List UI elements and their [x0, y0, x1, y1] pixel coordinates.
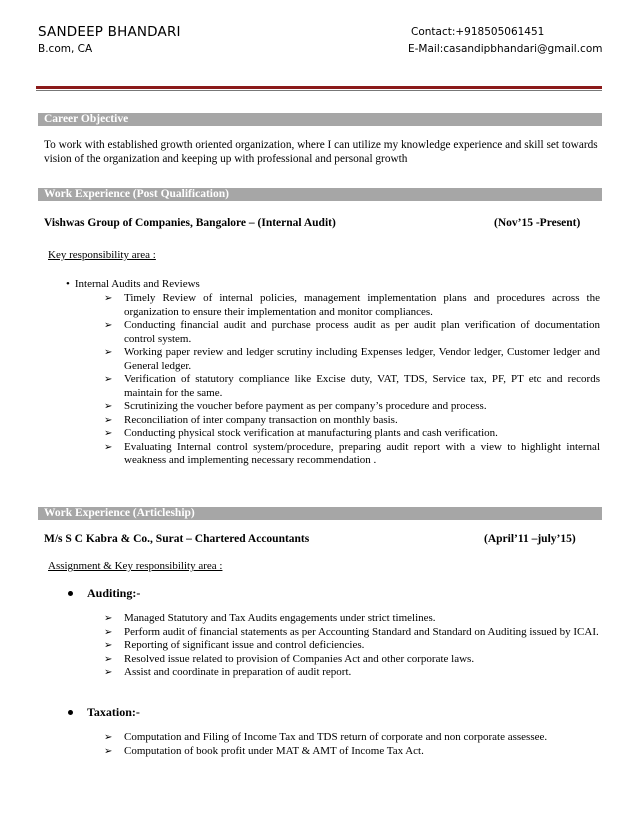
arrow-bullet-icon: ➢ — [104, 732, 113, 743]
list-item: ➢ Timely Review of internal policies, management implementation plans and procedures across the organization to ensure their implementation and monitor compliances. — [104, 292, 600, 318]
section-heading-work-articleship: Work Experience (Articleship) — [38, 507, 602, 520]
arrow-bullet-icon: ➢ — [104, 401, 113, 412]
section-heading-career-objective: Career Objective — [38, 113, 602, 126]
career-objective-text: To work with established growth oriented organization, where I can utilize my knowledge experience and skill set towards vision of the organization and keeping up with professional and personal growth — [44, 139, 598, 165]
candidate-qualification: B.com, CA — [38, 43, 93, 55]
arrow-bullet-icon: ➢ — [104, 613, 113, 624]
internal-audit-list — [104, 292, 600, 468]
arrow-bullet-icon: ➢ — [104, 745, 113, 757]
arrow-bullet-icon: ➢ — [104, 626, 113, 638]
arrow-bullet-icon: ➢ — [104, 441, 113, 453]
arrow-bullet-icon: ➢ — [104, 320, 113, 331]
arrow-bullet-icon: ➢ — [104, 414, 113, 426]
header-divider-gray — [36, 90, 602, 91]
kra-label-post: Key responsibility area : — [48, 249, 156, 261]
list-item: ➢ Computation of book profit under MAT & AMT of Income Tax Act. — [104, 744, 424, 757]
list-item: ➢ Managed Statutory and Tax Audits engagements under strict timelines. — [104, 612, 436, 624]
arrow-bullet-icon: ➢ — [104, 347, 113, 358]
arrow-bullet-icon: ➢ — [104, 667, 113, 678]
arrow-bullet-icon: ➢ — [104, 293, 113, 304]
list-item: ➢ Evaluating Internal control system/procedure, preparing audit report with a view to highlight internal weakness and implementing necessary recommendation . — [104, 440, 600, 466]
list-item: ➢ Conducting financial audit and purchase process audit as per audit plan verification of documentation control system. — [104, 319, 600, 345]
list-item: ➢ Verification of statutory compliance like Excise duty, VAT, TDS, Service tax, PF, PT etc and records maintain for the same. — [104, 373, 600, 399]
list-item: ➢ Conducting physical stock verification at manufacturing plants and cash verification. — [104, 427, 498, 439]
group-internal-audits — [66, 278, 200, 290]
bullet-dot-icon — [68, 710, 73, 715]
list-item: ➢ Reporting of significant issue and control deficiencies. — [104, 639, 365, 651]
auditing-list — [104, 612, 600, 680]
job-period-vishwas: (Nov’15 -Present) — [494, 217, 581, 229]
taxation-list — [104, 731, 600, 758]
arrow-bullet-icon: ➢ — [104, 428, 113, 439]
contact-phone: Contact:+918505061451 — [411, 26, 545, 38]
bullet-dot-icon: • — [66, 278, 70, 290]
list-item: ➢ Reconciliation of inter company transaction on monthly basis. — [104, 413, 398, 426]
list-item: ➢ Perform audit of financial statements as per Accounting Standard and Standard on Auditing issued by ICAI. — [104, 625, 599, 638]
group-auditing — [68, 586, 140, 601]
list-item: ➢ Working paper review and ledger scrutiny including Expenses ledger, Vendor ledger, Customer ledger and General ledger. — [104, 346, 600, 372]
arrow-bullet-icon: ➢ — [104, 374, 113, 385]
list-item: ➢ Scrutinizing the voucher before payment as per company’s procedure and process. — [104, 400, 487, 412]
group-title: Taxation:- — [87, 705, 140, 719]
bullet-dot-icon — [68, 591, 73, 596]
kra-label-articleship: Assignment & Key responsibility area : — [48, 560, 223, 572]
section-heading-work-post: Work Experience (Post Qualification) — [38, 188, 602, 201]
header-divider-red — [36, 86, 602, 89]
job-company-vishwas: Vishwas Group of Companies, Bangalore – (Internal Audit) — [44, 217, 336, 229]
list-item: ➢ Computation and Filing of Income Tax and TDS return of corporate and non corporate assessee. — [104, 731, 548, 743]
list-item: ➢ Assist and coordinate in preparation of audit report. — [104, 666, 352, 678]
group-title: Internal Audits and Reviews — [74, 278, 200, 290]
job-period-kabra: (April’11 –july’15) — [484, 533, 576, 545]
job-company-kabra: M/s S C Kabra & Co., Surat – Chartered Accountants — [44, 533, 310, 545]
group-taxation — [68, 705, 140, 720]
arrow-bullet-icon: ➢ — [104, 640, 113, 651]
list-item: ➢ Resolved issue related to provision of Companies Act and other corporate laws. — [104, 652, 475, 665]
group-title: Auditing:- — [87, 586, 141, 600]
candidate-name: SANDEEP BHANDARI — [38, 24, 181, 40]
contact-email: E-Mail:casandipbhandari@gmail.com — [408, 43, 603, 55]
arrow-bullet-icon: ➢ — [104, 653, 113, 665]
